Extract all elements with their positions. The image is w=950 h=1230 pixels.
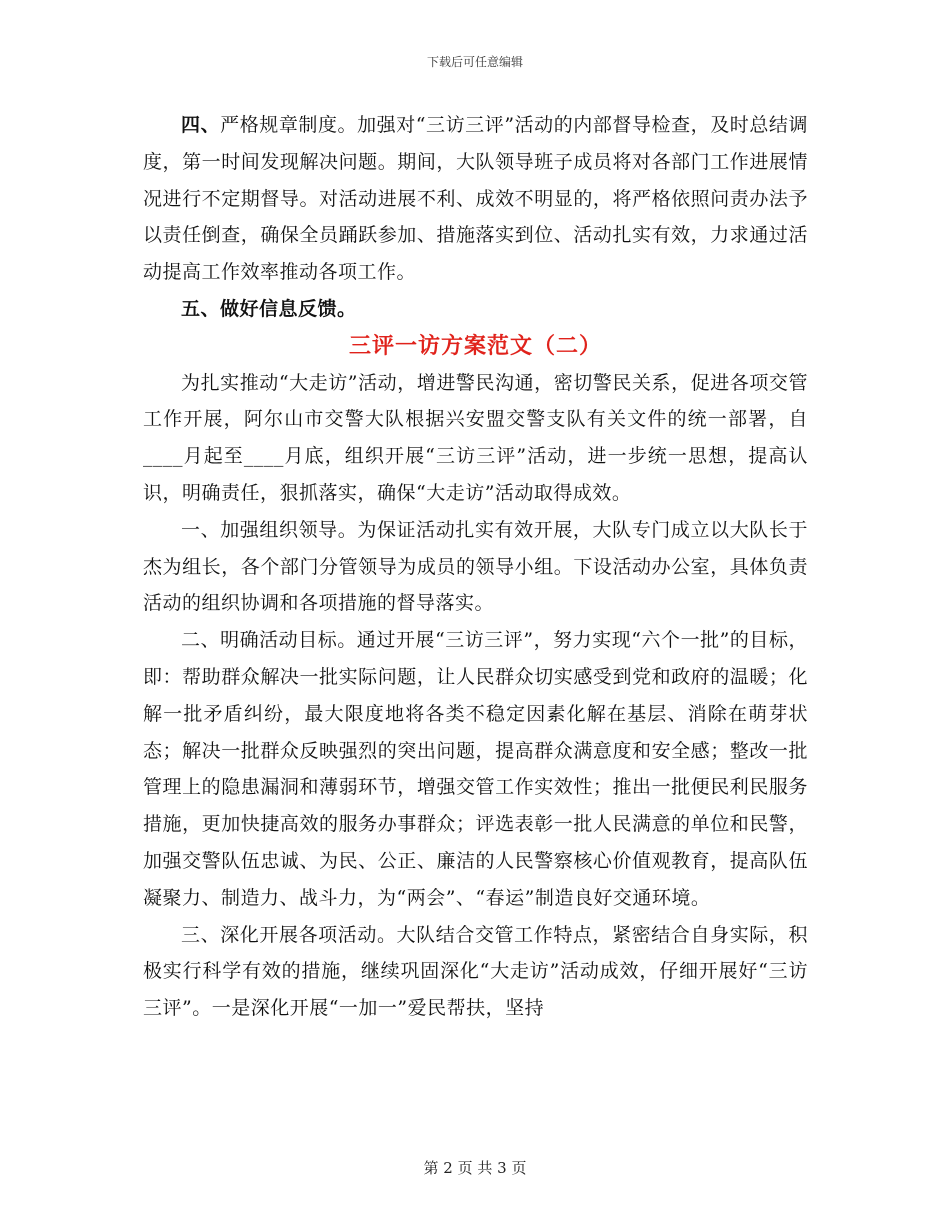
document-body — [143, 107, 808, 1027]
paragraph-lead: 五、做好信息反馈。 — [181, 297, 357, 320]
paragraph-regulations — [143, 107, 808, 291]
paragraph-feedback — [143, 291, 808, 328]
section-title: 三评一访方案范文（二） — [348, 332, 602, 359]
paragraph-activities: 三、深化开展各项活动。大队结合交管工作特点，紧密结合自身实际，积极实行科学有效的措施，继续巩固深化“大走访”活动成效，仔细开展好“三访三评”。一是深化开展“一加一”爱民帮扶，坚持 — [143, 923, 808, 1020]
paragraph-text: 严格规章制度。加强对“三访三评”活动的内部督导检查，及时总结调度，第一时间发现解决问题。期间，大队领导班子成员将对各部门工作进展情况进行不定期督导。对活动进展不利、成效不明显的，将严格依照问责办法予以责任倒查，确保全员踊跃参加、措施落实到位、活动扎实有效，力求通过活动提高工作效率推动各项工作。 — [143, 114, 808, 284]
page-footer: 第 2 页 共 3 页 — [423, 1159, 527, 1177]
paragraph-goals: 二、明确活动目标。通过开展“三访三评”，努力实现“六个一批”的目标，即：帮助群众解决一批实际问题，让人民群众切实感受到党和政府的温暖；化解一批矛盾纠纷，最大限度地将各类不稳定因素化解在基层、消除在萌芽状态；解决一批群众反映强烈的突出问题，提高群众满意度和安全感；整改一批管理上的隐患漏洞和薄弱环节，增强交管工作实效性；推出一批便民利民服务措施，更加快捷高效的服务办事群众；评选表彰一批人民满意的单位和民警，加强交警队伍忠诚、为民、公正、廉洁的人民警察核心价值观教育，提高队伍凝聚力、制造力、战斗力，为“两会”、“春运”制造良好交通环境。 — [143, 629, 808, 909]
page-header: 下载后可任意编辑 — [426, 55, 523, 69]
paragraph-intro: 为扎实推动“大走访”活动，增进警民沟通，密切警民关系，促进各项交管工作开展，阿尔山市交警大队根据兴安盟交警支队有关文件的统一部署，自____月起至____月底，组织开展“三访三评”活动，进一步统一思想，提高认识，明确责任，狠抓落实，确保“大走访”活动取得成效。 — [143, 371, 808, 504]
paragraph-lead: 四、 — [181, 114, 221, 136]
paragraph-organization: 一、加强组织领导。为保证活动扎实有效开展，大队专门成立以大队长于杰为组长，各个部门分管领导为成员的领导小组。下设活动办公室，具体负责活动的组织协调和各项措施的督导落实。 — [143, 518, 808, 615]
